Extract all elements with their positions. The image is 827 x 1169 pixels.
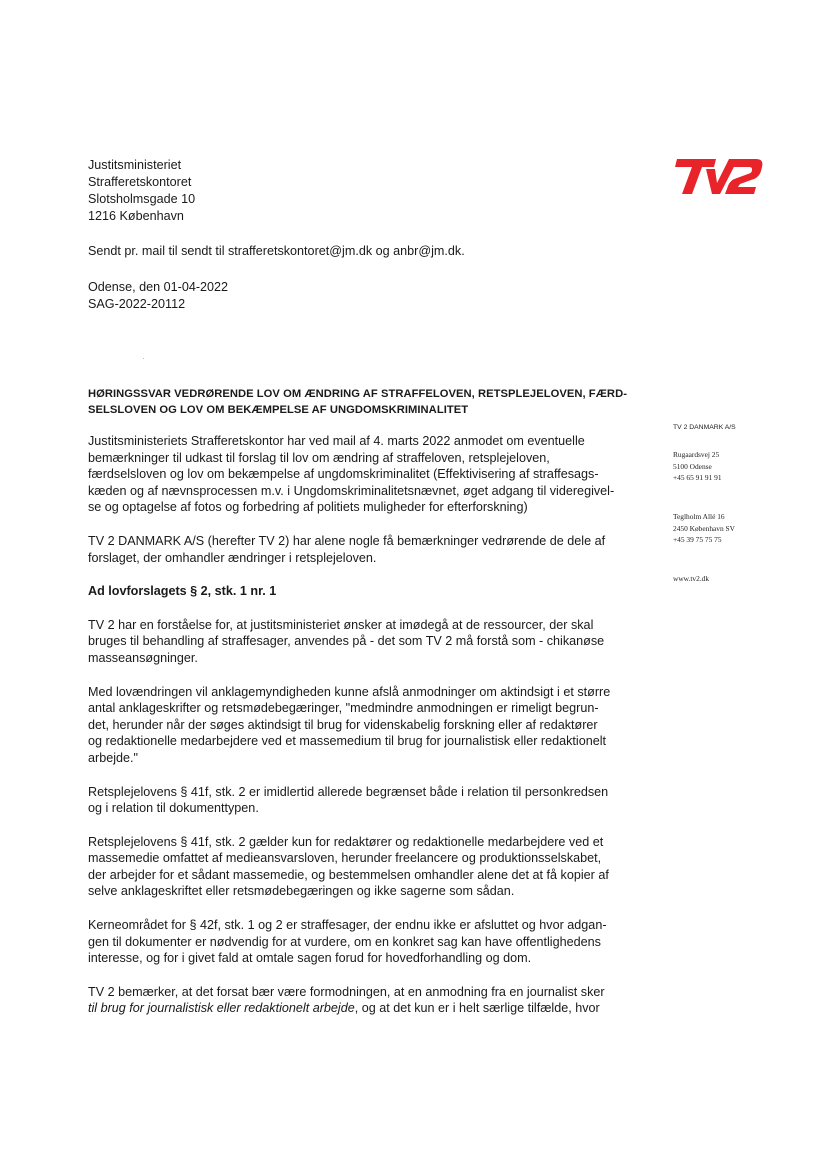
paragraph-4: Med lovændringen vil anklagemyndigheden kunne afslå anmodninger om aktindsigt i et større antal anklageskrifter og retsmødebegæringer, "medmindre anmodningen er rimeligt begrun- det, herunder når der søges aktindsigt til brug for videnskabelig forskning eller af redaktører og redaktionelle medarbejdere ved et massemedium til brug for journalistisk eller redaktionelt arbejde." xyxy=(88,684,611,765)
recipient-line: Strafferetskontoret xyxy=(88,175,192,189)
letter-body xyxy=(88,387,627,1017)
paragraph-3: TV 2 har en forståelse for, at justitsministeriet ønsker at imødegå at de ressourcer, der skal bruges til behandling af straffesager, anvendes på - det som TV 2 må forstå som - chikanøse masseansøgninger. xyxy=(88,617,605,665)
scan-speck xyxy=(143,358,144,359)
sidebar-street: Teglholm Allé 16 xyxy=(673,512,725,521)
paragraph-8: TV 2 bemærker, at det forsat bær være formodningen, at en anmodning fra en journalist sker til brug for journalistisk eller redaktionelt arbejde, og at det kun er i helt særlige tilfælde, hvor xyxy=(88,984,605,1016)
sidebar-company: TV 2 DANMARK A/S xyxy=(673,424,736,431)
italic-phrase: til brug for journalistisk eller redaktionelt arbejde xyxy=(88,1001,355,1016)
section-heading: Ad lovforslagets § 2, stk. 1 nr. 1 xyxy=(88,584,277,599)
date-block xyxy=(88,279,228,313)
sidebar-street: Rugaardsvej 25 xyxy=(673,450,720,459)
paragraph-6: Retsplejelovens § 41f, stk. 2 gælder kun for redaktører og redaktionelle medarbejdere ved et massemedie omfattet af medieansvarsloven, herunder freelancere og produktionsselskabet, der arbejder for et sådant massemedie, og bestemmelsen omhandler alene det at få kopier af selve anklageskriftet eller retsmødebegæringen og ikke sagerne som sådan. xyxy=(88,834,609,899)
paragraph-1: Justitsministeriets Strafferetskontor har ved mail af 4. marts 2022 anmodet om eventuelle bemærkninger til udkast til forslag til lov om ændring af straffeloven, retsplejeloven, færdselsloven og lov om bekæmpelse af ungdomskriminalitet (Effektivisering af straffesags- kæden og af nævnsprocessen m.v. i Ungdomskriminalitetsnævnet, øget adgang til videregivel- se og optagelse af fotos og forbedring af politiets muligheder for efterforskning) xyxy=(88,434,615,515)
paragraph-7: Kerneområdet for § 42f, stk. 1 og 2 er straffesager, der endnu ikke er afsluttet og hvor adgan- gen til dokumenter er nødvendig for at vurdere, om en konkret sag kan have offentlighedens interesse, og for i givet fald at omtale sagen forud for hovedforhandling og dom. xyxy=(88,918,607,966)
date-line: Odense, den 01-04-2022 xyxy=(88,280,229,294)
tv2-logo xyxy=(672,156,764,196)
sidebar-city: 5100 Odense xyxy=(673,461,712,471)
sidebar-city: 2450 København SV xyxy=(673,523,735,533)
sidebar-address-copenhagen xyxy=(673,511,735,546)
sidebar-address-odense xyxy=(673,449,722,484)
sidebar-website: www.tv2.dk xyxy=(673,574,710,583)
recipient-address xyxy=(88,157,195,225)
sidebar-phone: +45 65 91 91 91 xyxy=(673,473,722,482)
recipient-line: Slotsholmsgade 10 xyxy=(88,192,196,206)
paragraph-2: TV 2 DANMARK A/S (herefter TV 2) har alene nogle få bemærkninger vedrørende de dele af forslaget, der omhandler ændringer i retsplejeloven. xyxy=(88,533,606,565)
case-number: SAG-2022-20112 xyxy=(88,297,186,311)
recipient-line: Justitsministeriet xyxy=(88,158,182,172)
letter-heading: HØRINGSSVAR VEDRØRENDE LOV OM ÆNDRING AF STRAFFELOVEN, RETSPLEJELOVEN, FÆRD- SELSLOVEN OG LOV OM BEKÆMPELSE AF UNGDOMSKRIMINALITET xyxy=(88,388,627,416)
recipient-line: 1216 København xyxy=(88,209,184,223)
sidebar-phone: +45 39 75 75 75 xyxy=(673,535,722,544)
paragraph-5: Retsplejelovens § 41f, stk. 2 er imidlertid allerede begrænset både i relation til personkredsen og i relation til dokumenttypen. xyxy=(88,784,609,816)
sent-line: Sendt pr. mail til sendt til strafferetskontoret@jm.dk og anbr@jm.dk. xyxy=(88,244,465,258)
